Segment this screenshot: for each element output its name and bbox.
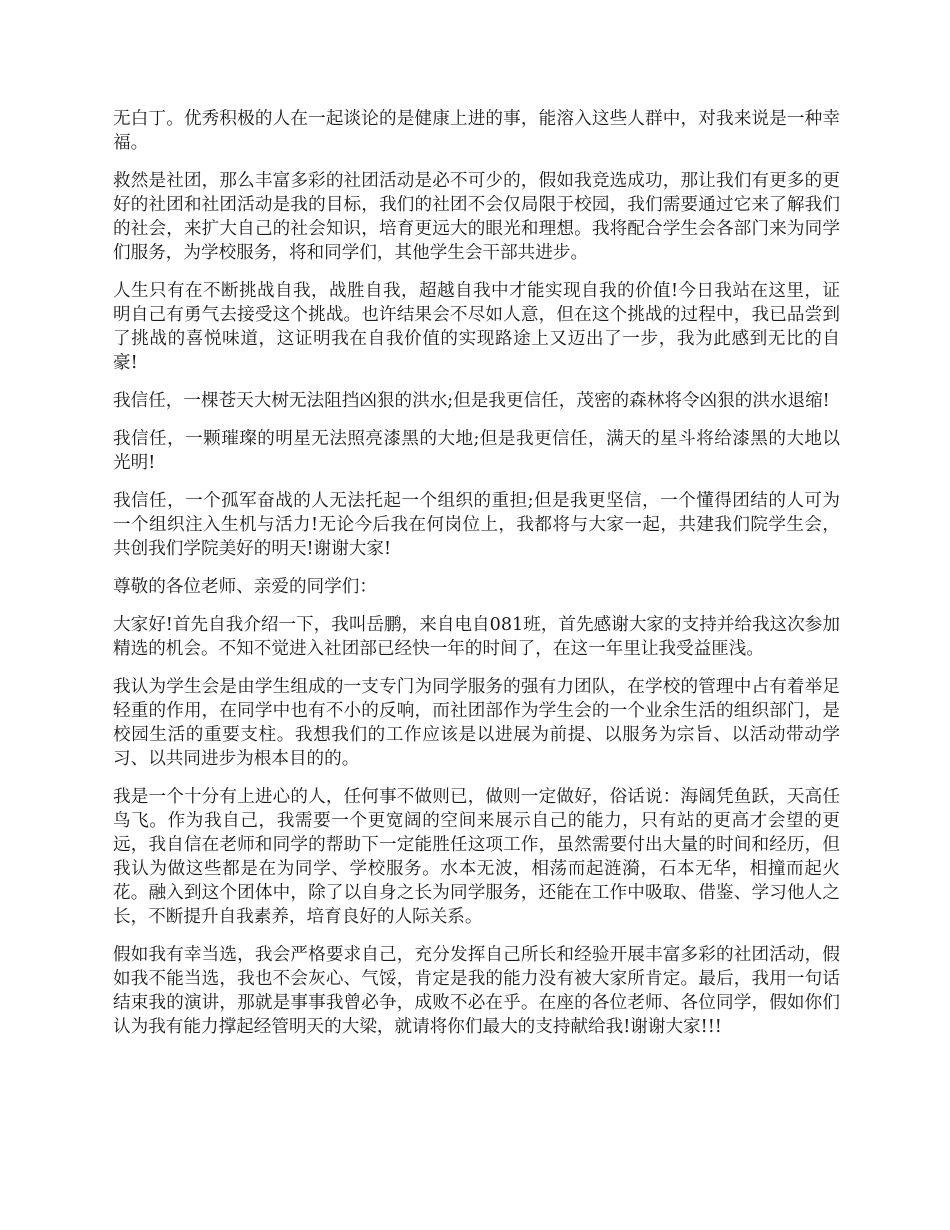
salutation: 尊敬的各位老师、亲爱的同学们：: [113, 577, 377, 597]
document-page: [113, 107, 840, 1053]
paragraph: 我信任，一棵苍天大树无法阻挡凶狠的洪水;但是我更信任，茂密的森林将令凶狠的洪水退缩!: [113, 391, 830, 411]
paragraph: 人生只有在不断挑战自我，战胜自我，超越自我中才能实现自我的价值!今日我站在这里，证明自己有勇气去接受这个挑战。也许结果会不尽如人意，但在这个挑战的过程中，我已品尝到了挑战的喜悦味道，这证明我在自我价值的实现路途上又迈出了一步，我为此感到无比的自豪!: [113, 281, 840, 373]
paragraph: 我是一个十分有上进心的人，任何事不做则已，做则一定做好，俗话说：海阔凭鱼跃，天高任鸟飞。作为我自己，我需要一个更宽阔的空间来展示自己的能力，只有站的更高才会望的更远，我自信在老师和同学的帮助下一定能胜任这项工作，虽然需要付出大量的时间和经历，但我认为做这些都是在为同学、学校服务。水本无波，相荡而起涟漪，石本无华，相撞而起火花。融入到这个团体中，除了以自身之长为同学服务，还能在工作中吸取、借鉴、学习他人之长，不断提升自我素养，培育良好的人际关系。: [113, 787, 840, 927]
paragraph: 救然是社团，那么丰富多彩的社团活动是必不可少的，假如我竞选成功，那让我们有更多的更好的社团和社团活动是我的目标，我们的社团不会仅局限于校园，我们需要通过它来了解我们的社会，来扩大自己的社会知识，培育更远大的眼光和理想。我将配合学生会各部门来为同学们服务，为学校服务，将和同学们，其他学生会干部共进步。: [113, 171, 840, 263]
paragraph: 假如我有幸当选，我会严格要求自己，充分发挥自己所长和经验开展丰富多彩的社团活动，假如我不能当选，我也不会灰心、气馁，肯定是我的能力没有被大家所肯定。最后，我用一句话结束我的演讲，那就是事事我曾必争，成败不必在乎。在座的各位老师、各位同学，假如你们认为我有能力撑起经管明天的大梁，就请将你们最大的支持献给我!谢谢大家!!!: [113, 945, 840, 1037]
paragraph: 无白丁。优秀积极的人在一起谈论的是健康上进的事，能溶入这些人群中，对我来说是一种幸福。: [113, 109, 840, 153]
paragraph: 我信任，一颗璀璨的明星无法照亮漆黑的大地;但是我更信任，满天的星斗将给漆黑的大地以光明!: [113, 429, 840, 473]
paragraph: 我信任，一个孤军奋战的人无法托起一个组织的重担;但是我更坚信，一个懂得团结的人可为一个组织注入生机与活力!无论今后我在何岗位上，我都将与大家一起，共建我们院学生会，共创我们学院美好的明天!谢谢大家!: [113, 491, 840, 559]
paragraph: 大家好!首先自我介绍一下，我叫岳鹏，来自电自081班，首先感谢大家的支持并给我这次参加精选的机会。不知不觉进入社团部已经快一年的时间了，在这一年里让我受益匪浅。: [113, 615, 840, 659]
paragraph: 我认为学生会是由学生组成的一支专门为同学服务的强有力团队，在学校的管理中占有着举足轻重的作用，在同学中也有不小的反响，而社团部作为学生会的一个业余生活的组织部门，是校园生活的重要支柱。我想我们的工作应该是以进展为前提、以服务为宗旨、以活动带动学习、以共同进步为根本目的的。: [113, 677, 840, 769]
